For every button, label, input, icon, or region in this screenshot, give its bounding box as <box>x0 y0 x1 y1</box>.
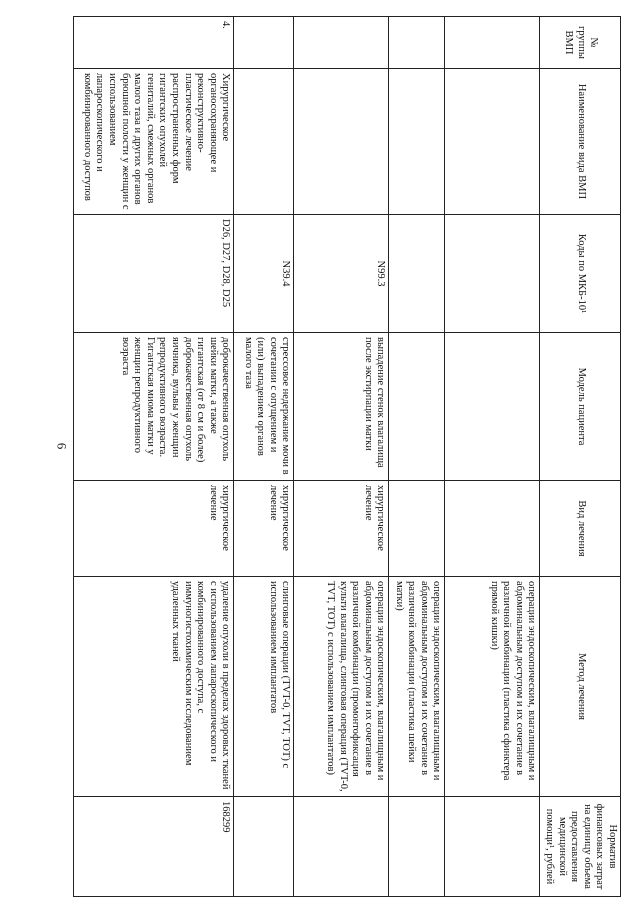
cell-icd-codes: N39.4 <box>234 215 294 333</box>
cell-treatment-type: хирургическое лечение <box>294 481 389 577</box>
cell-patient-model: выпадение стенок влагалища после экстирпации матки <box>294 333 389 481</box>
cell-icd-codes <box>389 215 445 333</box>
cell-cost-norm: 168299 <box>74 797 234 897</box>
cell-treatment-type <box>389 481 445 577</box>
cell-vmp-name: Хирургическое органосохраняющее и реконструктивно-пластическое лечение распространенных форм гигантских опухолей гениталий, смежных органов малого таза и других органов брюшной полости у женщин с использованием лапароскопического и комбинированного доступов <box>74 69 234 215</box>
cell-cost-norm <box>234 797 294 897</box>
header-icd-codes: Коды по МКБ-10¹ <box>540 215 621 333</box>
header-patient-model: Модель пациента <box>540 333 621 481</box>
cell-icd-codes: N99.3 <box>294 215 389 333</box>
cell-vmp-name <box>234 69 294 215</box>
cell-treatment-type: хирургическое лечение <box>74 481 234 577</box>
cell-treatment-type: хирургическое лечение <box>234 481 294 577</box>
table-header-row <box>540 17 621 897</box>
cell-group-no <box>445 17 540 69</box>
cell-group-no <box>294 17 389 69</box>
cell-vmp-name <box>294 69 389 215</box>
cell-icd-codes: D26, D27, D28, D25 <box>74 215 234 333</box>
cell-group-no <box>389 17 445 69</box>
header-vmp-name: Наименование вида ВМП <box>540 69 621 215</box>
cell-treatment-type <box>445 481 540 577</box>
cell-patient-model <box>389 333 445 481</box>
cell-group-no: 4. <box>74 17 234 69</box>
header-cost-norm: Норматив финансовых затрат на единицу объема предоставления медицинской помощи¹, рублей <box>540 797 621 897</box>
cell-patient-model: стрессовое недержание мочи в сочетании с опущением и (или) выпадением органов малого таза <box>234 333 294 481</box>
vmp-table-rotated <box>81 16 621 896</box>
cell-vmp-name <box>445 69 540 215</box>
vmp-table <box>73 16 621 897</box>
cell-treatment-method: слинговые операции (TVT-0, TVT, TOT) с использованием имплантатов <box>234 577 294 797</box>
cell-treatment-method: операции эндоскопическим, влагалищным и абдоминальным доступом и их сочетание в различной комбинации (пластика сфинктера прямой кишки) <box>445 577 540 797</box>
cell-treatment-method: операции эндоскопическим, влагалищным и абдоминальным доступом и их сочетание в различной комбинации (пластика шейки матки) <box>389 577 445 797</box>
table-row <box>294 17 389 897</box>
cell-cost-norm <box>445 797 540 897</box>
table-row <box>234 17 294 897</box>
header-treatment-method: Метод лечения <box>540 577 621 797</box>
header-treatment-type: Вид лечения <box>540 481 621 577</box>
cell-treatment-method: удаление опухоли в пределах здоровых тканей с использованием лапароскопического и комбинированного доступа, с иммуногистохимическим исследованием удаленных тканей <box>74 577 234 797</box>
table-row <box>74 17 234 897</box>
table-row <box>445 17 540 897</box>
header-group-no: № группы ВМП <box>540 17 621 69</box>
cell-cost-norm <box>294 797 389 897</box>
cell-vmp-name <box>389 69 445 215</box>
table-row <box>389 17 445 897</box>
cell-group-no <box>234 17 294 69</box>
cell-cost-norm <box>389 797 445 897</box>
page-number: 6 <box>54 442 70 450</box>
cell-icd-codes <box>445 215 540 333</box>
cell-patient-model <box>445 333 540 481</box>
cell-treatment-method: операции эндоскопическим, влагалищным и абдоминальным доступом и их сочетание в различной комбинации (промонтофиксация культи влагалища, слинговая операция (TVT-0, TVT, TOT) с использованием имплантатов) <box>294 577 389 797</box>
cell-patient-model: доброкачественная опухоль шейки матки, а также гигантская (от 8 см и более) доброкачественная опухоль яичника, вульвы у женщин репродуктивного возраста. Гигантская миома матки у женщин репродуктивного возраста <box>74 333 234 481</box>
